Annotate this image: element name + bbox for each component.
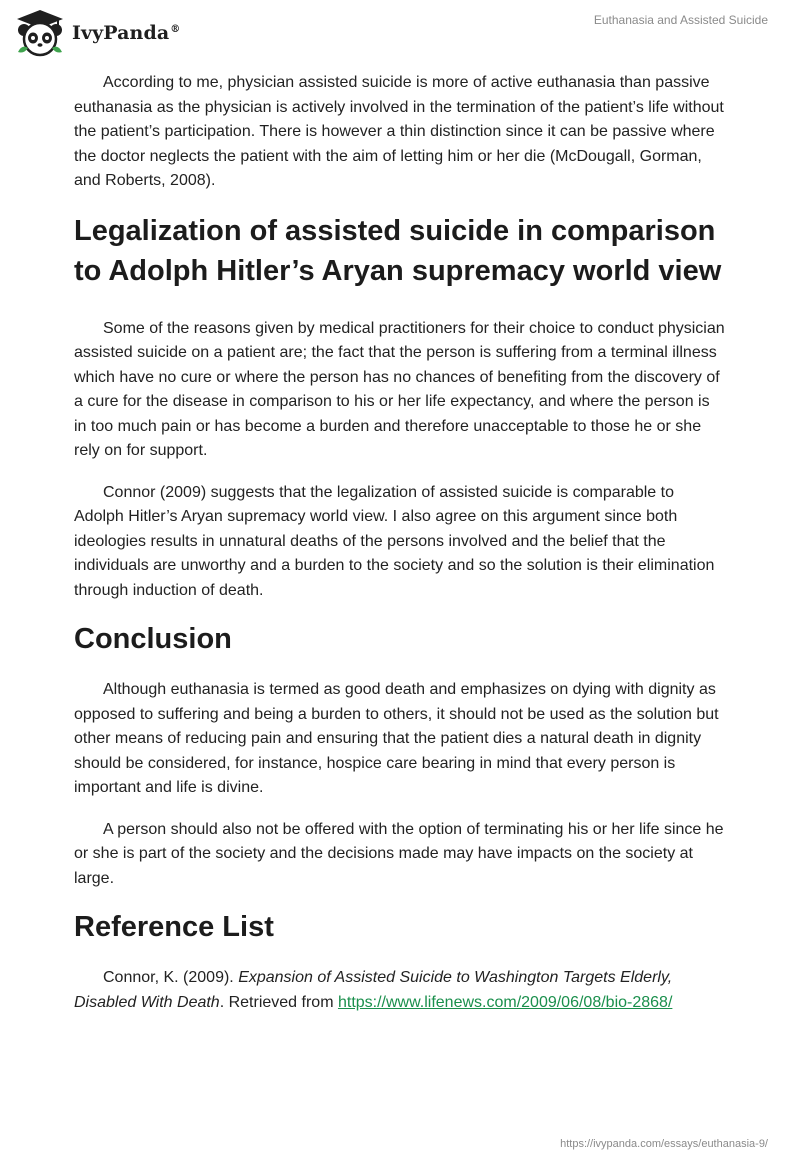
- conclusion-paragraph-2: A person should also not be offered with the option of terminating his or her life since he or she is part of the society and the decisions made may have impacts on the society at large.: [74, 820, 724, 887]
- reference-retrieved: . Retrieved from: [219, 993, 338, 1011]
- footer-url: https://ivypanda.com/essays/euthanasia-9/: [560, 1138, 768, 1150]
- reference-author: Connor, K. (2009).: [103, 969, 239, 986]
- legalization-paragraph-1: Some of the reasons given by medical practitioners for their choice to conduct physician assisted suicide on a patient are; the fact that the person is suffering from a terminal illness which have no cure or where the person has no chances of benefiting from the discovery of a cure for the disease in comparison to his or her life expectancy, and where the person is in too much pain or has become a burden and therefore unacceptable to those he or she rely on for support.: [74, 319, 725, 459]
- ivypanda-logo[interactable]: [14, 8, 180, 58]
- conclusion-heading: Conclusion: [74, 623, 232, 655]
- essay-content: [74, 70, 726, 1015]
- reference-title: Expansion of Assisted Suicide to Washington Targets Elderly, Disabled With Death: [74, 969, 673, 1011]
- legalization-paragraph-2: Connor (2009) suggests that the legalization of assisted suicide is comparable to Adolph Hitler’s Aryan supremacy world view. I also agree on this argument since both ideologies results in unnatural deaths of the persons involved and the belief that the individuals are unworthy and a burden to the society and so the solution is their elimination through induction of death.: [74, 483, 715, 599]
- page-header: [0, 0, 800, 70]
- document-title: Euthanasia and Assisted Suicide: [593, 13, 768, 27]
- reference-entry: [74, 966, 726, 1015]
- legalization-heading: Legalization of assisted suicide in comparison to Adolph Hitler’s Aryan supremacy world view: [74, 214, 722, 287]
- logo-text: IvyPanda®: [72, 22, 181, 44]
- panda-graduation-icon: [14, 8, 66, 58]
- reference-list-heading: Reference List: [74, 911, 274, 943]
- intro-paragraph: According to me, physician assisted suicide is more of active euthanasia than passive euthanasia as the physician is actively involved in the termination of the patient’s life without the patient’s participation. There is however a thin distinction since it can be passive where the doctor neglects the patient with the aim of letting him or her die (McDougall, Gorman, and Roberts, 2008).: [74, 74, 724, 189]
- conclusion-paragraph-1: Although euthanasia is termed as good death and emphasizes on dying with dignity as opposed to suffering and being a burden to others, it should not be used as the solution but other means of reducing pain and ensuring that the patient dies a natural death in dignity should be considered, for instance, hospice care bearing in mind that every person is important and life is divine.: [74, 681, 719, 796]
- reference-url-link[interactable]: https://www.lifenews.com/2009/06/08/bio-2868/: [337, 993, 673, 1011]
- registered-mark: ®: [170, 23, 181, 35]
